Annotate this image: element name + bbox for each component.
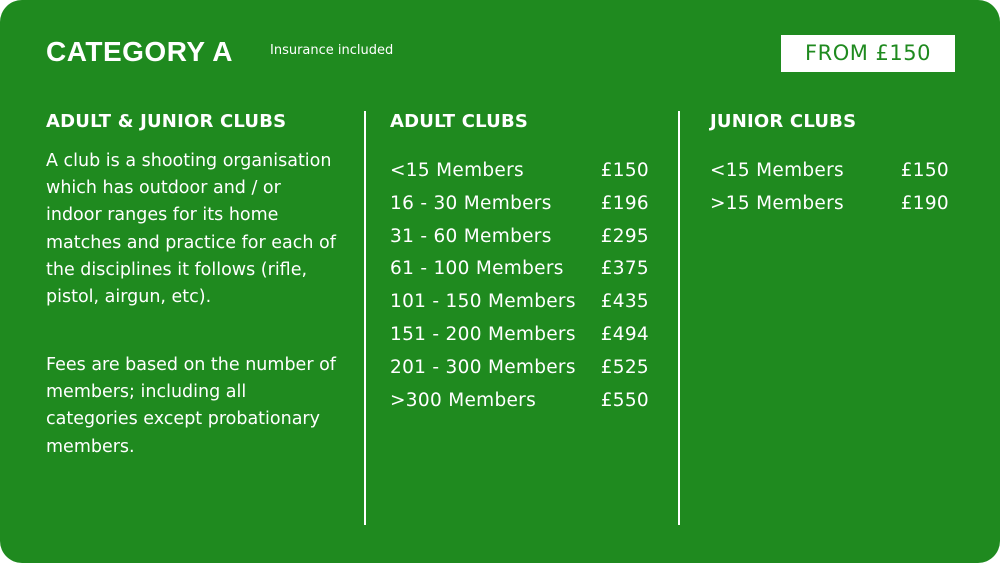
fee-amount: £550 [600,389,649,411]
fees-description: Fees are based on the number of members; including all categories except probationary members. [46,355,336,457]
fee-amount: £295 [600,225,649,247]
members-range: 151 - 200 Members [390,323,576,345]
fee-amount: £190 [900,192,949,214]
fee-row [390,321,649,354]
members-range: 16 - 30 Members [390,192,552,214]
fee-amount: £150 [900,160,949,181]
members-range: 31 - 60 Members [390,225,552,247]
members-range: >300 Members [390,389,537,411]
junior-fee-table [710,157,949,223]
fee-row [390,354,649,387]
fee-row [390,387,649,420]
fee-row [390,223,649,256]
adult-fee-table [390,157,649,419]
members-range: 201 - 300 Members [390,356,576,378]
fee-row [710,190,949,223]
fee-row [390,190,649,223]
fee-amount: £150 [600,160,649,181]
fee-row [390,255,649,288]
members-range: <15 Members [390,160,524,181]
junior-clubs-heading: JUNIOR CLUBS [710,111,857,132]
fee-amount: £435 [600,291,649,313]
column-divider [364,111,366,525]
fee-amount: £494 [600,323,649,345]
members-range: >15 Members [710,192,844,214]
fee-row [390,288,649,321]
fee-amount: £375 [600,258,649,280]
adult-junior-heading: ADULT & JUNIOR CLUBS [46,111,287,132]
fee-amount: £196 [600,192,649,214]
category-title: CATEGORY A [46,36,234,67]
fee-row [710,157,949,190]
members-range: <15 Members [710,160,844,181]
insurance-note: Insurance included [270,43,394,58]
column-divider [678,111,680,525]
club-description: A club is a shooting organisation which has outdoor and / or indoor ranges for its home matches and practice for each of the disciplines it follows (rifle, pistol, airgun, etc). [46,151,336,308]
fee-amount: £525 [600,356,649,378]
members-range: 61 - 100 Members [390,258,564,280]
members-range: 101 - 150 Members [390,291,576,313]
fee-row [390,157,649,190]
adult-clubs-heading: ADULT CLUBS [390,111,529,132]
price-badge: FROM £150 [781,35,955,72]
